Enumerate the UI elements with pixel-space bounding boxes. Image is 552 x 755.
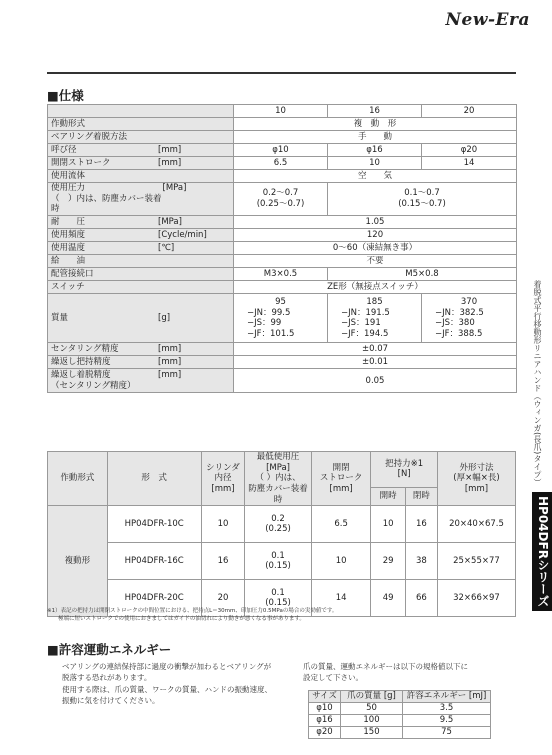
energy-header-mass: 爪の質量 [g] [341,691,403,703]
value-line: −JS：380 [435,318,475,329]
unit-text [158,119,230,130]
value-line: 0.1〜0.7 [404,188,440,199]
spec-value [234,183,328,216]
unit-text: [mm] [158,344,182,355]
label-text: 使用圧力 [51,183,86,193]
spec-value: M3×0.5 [234,267,328,280]
header-grip-close: 閉時 [405,487,437,506]
header-rule [47,72,516,74]
spec-row [48,228,517,241]
mass-value [328,293,422,343]
brand-logo: New-Era [445,10,530,30]
spec-col-header: 20 [422,105,517,118]
label-text: 使用流体 [51,170,86,181]
unit-text: [MPa] [158,216,182,227]
value-line: −JF：101.5 [247,328,295,339]
spec-value: 6.5 [234,157,328,170]
text-line: 使用する際は、爪の質量、ワークの質量、ハンドの振動速度、 [62,684,272,694]
spec-value: 手 動 [234,131,517,144]
spec-row-label [48,241,234,254]
value-line: 0.1 [271,587,285,598]
label-text: 質量 [51,312,69,323]
grip-close-value: 16 [405,506,437,543]
value-line: (0.15) [265,561,291,572]
model-table [47,451,516,617]
spec-row [48,369,517,393]
spec-title: ■仕様 [47,88,84,103]
header-grip: 把持力※1 [N] [371,452,438,488]
energy-row [309,702,491,714]
unit-text [158,256,230,267]
spec-value: 1.05 [234,215,517,228]
value-line: −JN：382.5 [435,307,484,318]
unit-text [158,269,230,280]
spec-row [48,241,517,254]
spec-value: ±0.07 [234,343,517,356]
energy-row [309,726,491,738]
unit-text: [g] [158,312,171,323]
energy-header-size: サイズ [309,691,341,703]
header-grip-open: 開時 [371,487,405,506]
label-text: 給 油 [51,255,86,266]
value-line: (0.25〜0.7) [256,198,305,209]
model-name: HP04DFR-10C [107,506,201,543]
text-line: 爪の質量、運動エネルギーは以下の規格値以下に [303,662,468,671]
value-line: −JF：194.5 [341,328,389,339]
spec-value: φ10 [234,144,328,157]
mass-value [234,293,328,343]
value-line: −JS：191 [341,318,381,329]
spec-row-label [48,228,234,241]
energy-cell: 3.5 [403,702,491,714]
spec-row-label [48,343,234,356]
spec-value: 14 [422,157,517,170]
header-type: 作動形式 [48,452,108,506]
model-name: HP04DFR-16C [107,543,201,580]
model-row [48,543,516,580]
spec-col-header: 10 [234,105,328,118]
spec-row-label [48,118,234,131]
unit-text: [mm] [158,144,182,155]
spec-row-label [48,170,234,183]
grip-open-value: 29 [371,543,405,580]
label-text: 開閉ストローク [51,157,111,168]
stroke-value: 14 [311,580,371,617]
energy-cell: 75 [403,726,491,738]
spec-row [48,118,517,131]
energy-left-text [62,661,272,706]
spec-row [48,254,517,267]
side-category: 着脱式平行移動形リニアハンド（ウィンガ(長爪)タイプ） [533,280,542,487]
header-model: 形 式 [107,452,201,506]
spec-row-label [48,293,234,343]
unit-text [158,171,230,182]
bore-value: 16 [201,543,245,580]
unit-text: [mm] [158,357,182,368]
dims-value: 20×40×67.5 [437,506,515,543]
text-line: 設定して下さい。 [303,673,363,683]
energy-cell: φ20 [309,726,341,738]
spec-row [48,293,517,343]
value-line: 95 [275,296,286,307]
energy-row [309,714,491,726]
dims-value: 25×55×77 [437,543,515,580]
value-line: 0.2 [271,513,285,524]
value-line: 185 [366,296,383,307]
text-line: 脱落する恐れがあります。 [62,673,152,683]
spec-row [48,356,517,369]
spec-value: M5×0.8 [328,267,517,280]
spec-row [48,157,517,170]
spec-table [47,104,517,393]
label-text: ベアリング着脱方法 [51,131,127,142]
spec-value: 複 動 形 [234,118,517,131]
spec-value [328,183,517,216]
spec-row [48,131,517,144]
grip-open-value: 10 [371,506,405,543]
spec-corner [48,105,234,118]
grip-close-value: 38 [405,543,437,580]
energy-cell: 9.5 [403,714,491,726]
header-stroke: 開閉 ストローク [mm] [311,452,371,506]
spec-col-header: 16 [328,105,422,118]
unit-text [158,282,230,293]
unit-text: [mm] [158,157,182,168]
spec-value: φ20 [422,144,517,157]
dims-value: 32×66×97 [437,580,515,617]
spec-value: φ16 [328,144,422,157]
spec-row-label [48,254,234,267]
energy-cell: 100 [341,714,403,726]
header-pressure: 最低使用圧[MPa] （ ）内は、 防塵カバー装着時 [245,452,312,506]
bore-value: 20 [201,580,245,617]
text-line: ベアリングの連結保持部に過度の衝撃が加わるとベアリングが [62,662,272,671]
spec-value: 不要 [234,254,517,267]
spec-row-label [48,280,234,293]
model-row [48,506,516,543]
energy-cell: φ10 [309,702,341,714]
text-line: 振動に気を付けてください。 [62,695,160,705]
label-subtext: （センタリング精度） [51,380,136,391]
pressure-value [245,543,312,580]
spec-value: ZE形（無接点スイッチ） [234,280,517,293]
unit-text: [MPa] [162,183,187,193]
grip-open-value: 49 [371,580,405,617]
spec-value: ±0.01 [234,356,517,369]
side-series: HP04DFRシリーズ [532,492,552,611]
label-text: 作動形式 [51,118,86,129]
label-text: 繰返し着脱精度 [51,370,111,381]
label-subtext: （ ）内は、防塵カバー装着時 [51,193,162,215]
spec-value: 空 気 [234,170,517,183]
spec-value: 120 [234,228,517,241]
side-index [532,280,552,611]
spec-row-label [48,144,234,157]
value-line: (0.25) [265,524,291,535]
value-line: −JS：99 [247,318,282,329]
grip-close-value: 66 [405,580,437,617]
unit-text: [mm] [158,370,182,381]
pressure-value [245,506,312,543]
label-text: 耐 圧 [51,216,86,227]
spec-row-label [48,131,234,144]
value-line: (0.15〜0.7) [398,198,446,209]
spec-row-label [48,267,234,280]
type-cell: 複動形 [48,506,108,617]
spec-row [48,144,517,157]
header-dims: 外形寸法 (厚×幅×長) [mm] [437,452,515,506]
footnote-line: ※1）表記の把持力は開閉ストロークの中間位置における、把持点L＝30mm、印加圧力0.5MPaの場合の実効値です。 [47,608,338,614]
spec-row-label [48,369,234,393]
energy-header-energy: 許容エネルギー [mJ] [403,691,491,703]
label-text: 配管接続口 [51,268,94,279]
value-line: 0.1 [271,550,285,561]
label-text: 呼び径 [51,144,77,155]
energy-cell: φ16 [309,714,341,726]
spec-value: 10 [328,157,422,170]
spec-value: 0〜60（凍結無き事） [234,241,517,254]
mass-value [422,293,517,343]
spec-row-label [48,183,234,216]
spec-row-label [48,215,234,228]
spec-row [48,343,517,356]
value-line: 0.2〜0.7 [262,188,299,199]
spec-row [48,280,517,293]
spec-row [48,183,517,216]
label-text: 使用頻度 [51,229,86,240]
spec-value: 0.05 [234,369,517,393]
stroke-value: 6.5 [311,506,371,543]
energy-cell: 50 [341,702,403,714]
energy-right-text [303,661,468,684]
value-line: 370 [460,296,478,307]
label-text: 繰返し把持精度 [51,357,111,368]
energy-title: ■許容運動エネルギー [47,642,172,657]
header-bore: シリンダ 内径 [mm] [201,452,245,506]
footnote [47,607,337,624]
footnote-line: 極端に短いストロークでの使用におきましてはガイドの油切れにより動きが悪くなる事があります。 [47,616,305,623]
spec-row-label [48,356,234,369]
label-text: スイッチ [51,281,85,292]
value-line: (0.15) [265,598,291,609]
stroke-value: 10 [311,543,371,580]
spec-row [48,215,517,228]
energy-cell: 150 [341,726,403,738]
bore-value: 10 [201,506,245,543]
spec-row-label [48,157,234,170]
unit-text: [Cycle/min] [158,229,207,240]
model-name: HP04DFR-20C [107,580,201,617]
value-line: −JF：388.5 [435,328,483,339]
spec-row [48,170,517,183]
energy-table [308,690,491,739]
value-line: −JN：191.5 [341,307,390,318]
label-text: センタリング精度 [51,344,119,355]
label-text: 使用温度 [51,242,86,253]
spec-row [48,267,517,280]
value-line: −JN：99.5 [247,307,291,318]
unit-text [158,132,230,143]
unit-text: [℃] [158,242,175,253]
